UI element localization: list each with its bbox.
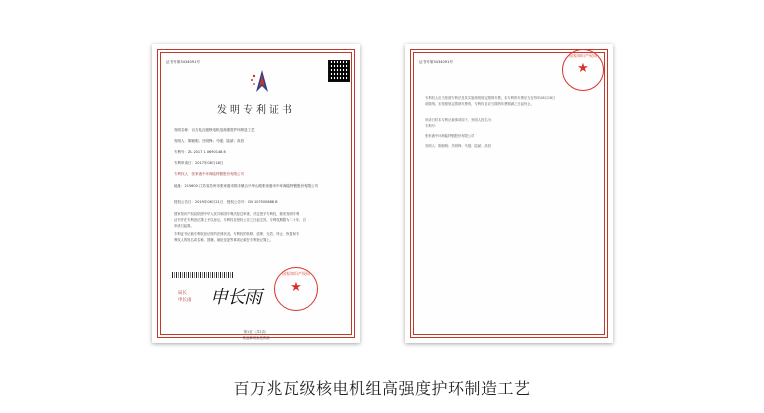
- certificate-body-line: 国家知识产权局依照中华人民共和国专利法经过审查，决定授予专利权，颁发发明专利: [174, 212, 300, 216]
- field-patent-number: 专利号：ZL 2017 1 0690148.6: [174, 150, 226, 154]
- patent-office-emblem-icon: [248, 68, 276, 96]
- field-inventors: 发明人：陈魁明；吕明锋；马强；陆斌；高昌: [174, 139, 244, 143]
- star-icon: ★: [577, 61, 589, 76]
- field-invention-name: 发明名称：百万兆瓦级核电机组高强度护环制造工艺: [174, 128, 255, 132]
- field-grant-date: 授权公告日：2019年06月21日 授权公告号：CN 107500888 B: [174, 200, 278, 204]
- field-application-date: 专利申请日：2017年08月18日: [174, 161, 224, 165]
- official-seal: [274, 267, 318, 311]
- page-footer: 第1页（共2页）: [243, 330, 269, 334]
- certificate-body-line: 专利证书记载专利权登记时的法律状况。专利权的转移、质押、无效、终止、恢复和专: [174, 232, 300, 236]
- field-patentee: 专利权人：张家港中环海陆特锻股份有限公司: [174, 172, 244, 176]
- certificate-body-line: 利权人的姓名或名称、国籍、地址变更等事项记载在专利登记簿上。: [174, 238, 273, 242]
- seal-ring-text: 国家知识产权局: [569, 53, 597, 58]
- barcode: [172, 272, 234, 278]
- certificate-inner-border: [413, 52, 605, 335]
- star-icon: ★: [290, 280, 302, 295]
- director-signature: 申长雨: [210, 287, 261, 308]
- back-text-line: 张家港中环海陆特锻股份有限公司: [425, 134, 475, 138]
- patent-certificate-front: [152, 44, 360, 343]
- qr-code-icon: [328, 60, 350, 82]
- back-text-line: 专利号：: [425, 124, 439, 128]
- certificate-number: 证书号第3434091号: [166, 60, 200, 64]
- patent-certificate-back: [405, 44, 613, 343]
- director-name: 申长雨: [178, 298, 192, 303]
- field-address: 地址：215600 江苏省苏州市张家港市锦丰镇合兴华山路张家港市中环海陆特锻股份有限公司: [174, 184, 318, 188]
- back-text-line: 专利权人应当依照专利法及其实施细则规定缴纳年费。本专利的年费应当在每年08月18日: [425, 96, 556, 100]
- back-text-line: 发明人：陈魁明；吕明锋；马强；陆斌；高昌: [425, 144, 491, 148]
- certificate-title: 发明专利证书: [217, 105, 295, 116]
- certificate-body-line: 证书并在专利登记簿上予以登记。专利权自授权公告之日起生效。专利权期限为二十年，自: [174, 218, 306, 222]
- certificate-body-line: 申请日起算。: [174, 224, 194, 228]
- certificate-number: 证书号第3434091号: [419, 60, 453, 64]
- page-caption: 百万兆瓦级核电机组高强度护环制造工艺: [233, 379, 531, 398]
- official-seal: [562, 49, 604, 91]
- back-text-line: 前缴纳。未按照规定缴纳年费的，专利权自应当缴纳年费期满之日起终止。: [425, 102, 534, 106]
- back-text-line: 申请日时本专利记载事项如下，发明人姓名为：: [425, 118, 495, 122]
- director-title: 局长: [178, 291, 187, 296]
- page-footer-note: 其他事项参见背面: [242, 336, 270, 340]
- seal-ring-text: 国家知识产权局: [282, 271, 310, 276]
